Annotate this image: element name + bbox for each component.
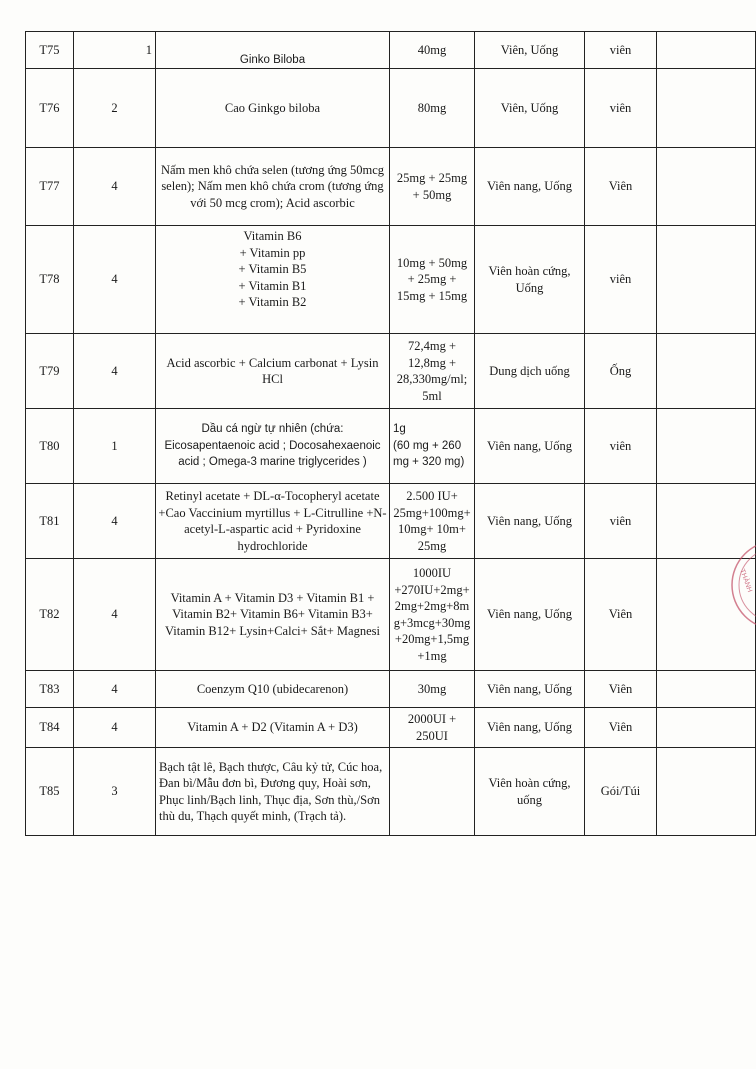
row-unit: viên	[585, 226, 657, 334]
row-qty: 4	[74, 484, 156, 559]
row-form: Viên, Uống	[475, 32, 585, 69]
table-row	[26, 334, 756, 409]
row-qty: 1	[74, 32, 156, 69]
row-unit: viên	[585, 32, 657, 69]
row-name: Coenzym Q10 (ubidecarenon)	[156, 671, 390, 708]
row-unit: Viên	[585, 708, 657, 748]
row-unit: Viên	[585, 148, 657, 226]
row-dose: 1g (60 mg + 260 mg + 320 mg)	[390, 409, 475, 484]
table-row	[26, 226, 756, 334]
row-code: T80	[26, 409, 74, 484]
row-blank-cell	[657, 748, 756, 836]
row-blank-cell	[657, 148, 756, 226]
row-name: Vitamin A + Vitamin D3 + Vitamin B1 + Vitamin B2+ Vitamin B6+ Vitamin B3+ Vitamin B12+ Lysin+Calci+ Sắt+ Magnesi	[156, 559, 390, 671]
row-code: T75	[26, 32, 74, 69]
row-blank-cell	[657, 69, 756, 148]
row-qty: 1	[74, 409, 156, 484]
row-dose: 2.500 IU+ 25mg+100mg+ 10mg+ 10m+ 25mg	[390, 484, 475, 559]
row-form: Dung dịch uống	[475, 334, 585, 409]
row-dose: 80mg	[390, 69, 475, 148]
row-blank-cell	[657, 32, 756, 69]
row-name: Cao Ginkgo biloba	[156, 69, 390, 148]
row-unit: viên	[585, 409, 657, 484]
row-dose: 72,4mg + 12,8mg + 28,330mg/ml; 5ml	[390, 334, 475, 409]
table-row	[26, 32, 756, 69]
row-code: T77	[26, 148, 74, 226]
row-qty: 4	[74, 334, 156, 409]
row-name: Bạch tật lê, Bạch thược, Câu kỷ tử, Cúc hoa, Đan bì/Mẫu đơn bì, Đương quy, Hoài sơn, Phục linh/Bạch linh, Thục địa, Sơn thù,/Sơn thù du, Thạch quyết minh, (Trạch tả).	[156, 748, 390, 836]
row-form: Viên nang, Uống	[475, 559, 585, 671]
row-dose	[390, 748, 475, 836]
row-code: T81	[26, 484, 74, 559]
row-form: Viên hoàn cứng, uống	[475, 748, 585, 836]
stamp-text: THÀNH	[738, 568, 753, 594]
row-code: T85	[26, 748, 74, 836]
row-code: T82	[26, 559, 74, 671]
row-code: T76	[26, 69, 74, 148]
row-blank-cell	[657, 226, 756, 334]
row-dose: 25mg + 25mg + 50mg	[390, 148, 475, 226]
row-qty: 3	[74, 748, 156, 836]
row-form: Viên, Uống	[475, 69, 585, 148]
row-unit: Viên	[585, 671, 657, 708]
table-row	[26, 484, 756, 559]
row-qty: 4	[74, 708, 156, 748]
table-row	[26, 148, 756, 226]
row-name: Nấm men khô chứa selen (tương ứng 50mcg selen); Nấm men khô chứa crom (tương ứng với 50 mcg crom); Acid ascorbic	[156, 148, 390, 226]
row-name: Vitamin A + D2 (Vitamin A + D3)	[156, 708, 390, 748]
row-qty: 4	[74, 559, 156, 671]
table-row	[26, 409, 756, 484]
row-dose: 10mg + 50mg + 25mg + 15mg + 15mg	[390, 226, 475, 334]
row-code: T79	[26, 334, 74, 409]
row-blank-cell	[657, 409, 756, 484]
row-unit: Gói/Túi	[585, 748, 657, 836]
row-dose: 2000UI + 250UI	[390, 708, 475, 748]
row-name: Dầu cá ngừ tự nhiên (chứa: Eicosapentaenoic acid ; Docosahexaenoic acid ; Omega-3 marine triglycerides )	[156, 409, 390, 484]
row-form: Viên hoàn cứng, Uống	[475, 226, 585, 334]
row-name: Retinyl acetate + DL-α-Tocopheryl acetate +Cao Vaccinium myrtillus + L-Citrulline +N-acetyl-L-aspartic acid + Pyridoxine hydrochloride	[156, 484, 390, 559]
table-row	[26, 559, 756, 671]
row-unit: viên	[585, 69, 657, 148]
row-code: T78	[26, 226, 74, 334]
row-dose: 1000IU +270IU+2mg+ 2mg+2mg+8m g+3mcg+30mg +20mg+1,5mg +1mg	[390, 559, 475, 671]
table-row	[26, 671, 756, 708]
row-qty: 4	[74, 226, 156, 334]
row-form: Viên nang, Uống	[475, 484, 585, 559]
row-name: Vitamin B6 + Vitamin pp + Vitamin B5 + Vitamin B1 + Vitamin B2	[156, 226, 390, 334]
row-blank-cell	[657, 334, 756, 409]
medicine-table	[25, 31, 756, 836]
table-row	[26, 69, 756, 148]
row-form: Viên nang, Uống	[475, 671, 585, 708]
table-row	[26, 748, 756, 836]
red-stamp	[716, 540, 756, 630]
row-qty: 4	[74, 671, 156, 708]
row-form: Viên nang, Uống	[475, 708, 585, 748]
row-unit: viên	[585, 484, 657, 559]
row-dose: 40mg	[390, 32, 475, 69]
row-name: Ginko Biloba	[156, 32, 390, 69]
row-form: Viên nang, Uống	[475, 409, 585, 484]
row-dose: 30mg	[390, 671, 475, 708]
row-unit: Ống	[585, 334, 657, 409]
row-code: T84	[26, 708, 74, 748]
row-blank-cell	[657, 708, 756, 748]
row-name: Acid ascorbic + Calcium carbonat + Lysin HCl	[156, 334, 390, 409]
row-blank-cell	[657, 671, 756, 708]
table-row	[26, 708, 756, 748]
row-qty: 4	[74, 148, 156, 226]
row-form: Viên nang, Uống	[475, 148, 585, 226]
stamp-seal-icon	[716, 540, 756, 630]
row-code: T83	[26, 671, 74, 708]
row-qty: 2	[74, 69, 156, 148]
row-unit: Viên	[585, 559, 657, 671]
